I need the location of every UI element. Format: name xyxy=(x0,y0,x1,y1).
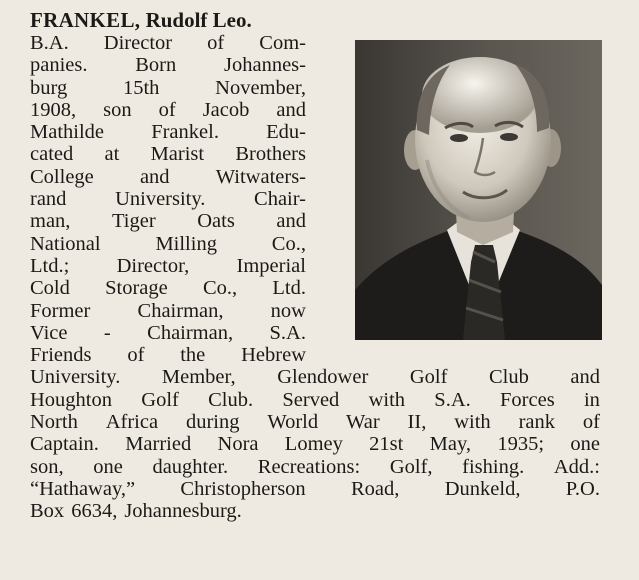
word: Christopherson xyxy=(180,477,306,500)
word: Lomey xyxy=(284,433,343,456)
word: Co., xyxy=(271,232,306,255)
word: Co., xyxy=(202,277,238,300)
word: Jacob xyxy=(202,98,250,121)
word: with xyxy=(454,411,491,434)
wide-text-line xyxy=(30,433,600,455)
word: Marist xyxy=(150,143,205,166)
word: Milling xyxy=(155,232,217,255)
word: and xyxy=(139,165,170,188)
wide-text-line xyxy=(30,411,600,433)
word: Africa xyxy=(105,411,159,434)
word: Imperial xyxy=(236,254,306,277)
word: Com- xyxy=(259,32,306,54)
word: with xyxy=(368,388,406,411)
word: 1908, xyxy=(30,98,77,121)
narrow-text-line xyxy=(30,210,306,232)
word: Club xyxy=(488,366,529,389)
word: son xyxy=(103,98,132,121)
word: S.A. xyxy=(269,321,306,344)
word: one xyxy=(570,433,600,456)
word: Married xyxy=(125,433,192,456)
word: War xyxy=(346,411,380,434)
word: 6634, xyxy=(71,500,118,523)
word: Houghton xyxy=(30,388,112,411)
word: Tiger xyxy=(111,210,156,233)
word: College xyxy=(30,165,94,188)
wide-text-block xyxy=(30,366,630,522)
word: Frankel. xyxy=(151,121,219,144)
wide-text-line xyxy=(30,478,600,500)
word: Forces xyxy=(500,388,555,411)
word: S.A. xyxy=(434,388,471,411)
wide-text-line xyxy=(30,389,600,411)
surname: FRANKEL, xyxy=(30,8,141,32)
word: Edu- xyxy=(266,121,306,144)
word: panies. xyxy=(30,54,88,77)
word: Nora xyxy=(217,433,259,456)
word: Born xyxy=(135,54,177,77)
word: rank xyxy=(518,411,555,434)
word: Witwaters- xyxy=(215,165,306,188)
word: and xyxy=(276,98,306,121)
word: Ltd. xyxy=(272,277,306,300)
narrow-text-line xyxy=(30,322,306,344)
word: - xyxy=(103,321,111,344)
word: and xyxy=(276,210,306,233)
word: 1935; xyxy=(497,433,545,456)
wide-text-line xyxy=(30,456,600,478)
word: Member, xyxy=(161,366,236,389)
word: Friends xyxy=(30,344,92,367)
word: Chairman, xyxy=(147,321,234,344)
word: daughter. xyxy=(152,455,229,478)
word: University. xyxy=(115,188,206,211)
portrait-illustration xyxy=(355,40,602,340)
narrow-text-line xyxy=(30,77,306,99)
word: rand xyxy=(30,188,67,211)
wide-text-line xyxy=(30,500,600,522)
word: Golf xyxy=(141,388,179,411)
word: Mathilde xyxy=(30,121,105,144)
word: cated xyxy=(30,143,74,166)
word: of xyxy=(207,32,225,54)
word: Johannesburg. xyxy=(124,500,242,523)
word: Johannes- xyxy=(224,54,306,77)
word: Oats xyxy=(197,210,235,233)
word: Served xyxy=(282,388,340,411)
word: Cold xyxy=(30,277,70,300)
word: 15th xyxy=(122,76,160,99)
word: during xyxy=(185,411,240,434)
word: Golf, xyxy=(389,455,433,478)
word: II, xyxy=(407,411,427,434)
word: May, xyxy=(429,433,472,456)
given-names: Rudolf Leo. xyxy=(145,8,252,32)
word: Storage xyxy=(105,277,168,300)
word: Captain. xyxy=(30,433,99,456)
word: “Hathaway,” xyxy=(30,477,136,500)
word: the xyxy=(180,344,206,367)
word: 21st xyxy=(369,433,404,456)
word: Former xyxy=(30,299,91,322)
narrow-text-line xyxy=(30,143,306,165)
word: Club. xyxy=(208,388,254,411)
word: Vice xyxy=(30,321,68,344)
narrow-text-line xyxy=(30,344,306,366)
narrow-text-line xyxy=(30,121,306,143)
narrow-text-line xyxy=(30,300,306,322)
word: B.A. xyxy=(30,32,69,54)
word: Recreations: xyxy=(257,455,361,478)
narrow-text-line xyxy=(30,188,306,210)
word: P.O. xyxy=(565,477,600,500)
word: Golf xyxy=(409,366,448,389)
word: of xyxy=(582,411,600,434)
narrow-text-line xyxy=(30,277,306,299)
word: Director, xyxy=(116,254,190,277)
word: of xyxy=(127,344,145,367)
word: son, xyxy=(30,455,64,478)
word: at xyxy=(104,143,120,166)
word: Hebrew xyxy=(241,344,306,367)
wide-text-line xyxy=(30,366,600,388)
word: Ltd.; xyxy=(30,254,70,277)
word: and xyxy=(570,366,600,389)
word: one xyxy=(93,455,123,478)
entry-heading xyxy=(30,8,630,32)
word: North xyxy=(30,411,78,434)
word: World xyxy=(267,411,319,434)
word: Director xyxy=(103,32,173,54)
word: November, xyxy=(215,76,306,99)
narrow-text-line xyxy=(30,255,306,277)
word: University. xyxy=(30,366,121,389)
word: National xyxy=(30,232,101,255)
narrow-text-line xyxy=(30,233,306,255)
word: in xyxy=(583,388,600,411)
word: Road, xyxy=(351,477,400,500)
narrow-text-line xyxy=(30,166,306,188)
portrait-photo-icon xyxy=(355,40,602,340)
narrow-text-line xyxy=(30,54,306,76)
word: Add.: xyxy=(553,455,600,478)
narrow-text-line xyxy=(30,32,306,54)
word: of xyxy=(158,98,176,121)
word: man, xyxy=(30,210,71,233)
word: Glendower xyxy=(277,366,369,389)
word: Dunkeld, xyxy=(444,477,521,500)
word: Brothers xyxy=(235,143,306,166)
word: Chair- xyxy=(254,188,306,211)
narrow-text-line xyxy=(30,99,306,121)
word: now xyxy=(270,299,306,322)
word: Chairman, xyxy=(137,299,224,322)
word: Box xyxy=(30,500,65,523)
word: burg xyxy=(30,76,68,99)
word: fishing. xyxy=(462,455,525,478)
